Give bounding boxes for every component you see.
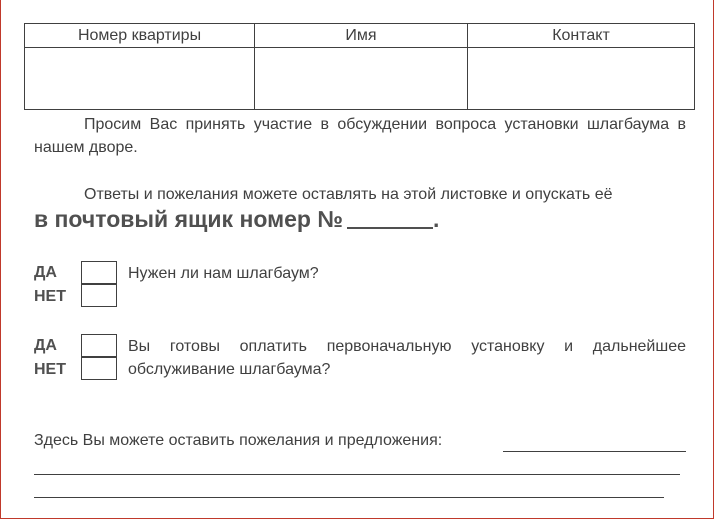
wishes-line-1[interactable] xyxy=(503,450,686,452)
q2-no-label: НЕТ xyxy=(34,361,66,378)
table-row xyxy=(25,48,695,110)
mailbox-text: в почтовый ящик номер № xyxy=(34,206,343,232)
mailbox-line xyxy=(34,206,439,233)
wishes-line-2[interactable] xyxy=(34,473,680,475)
intro-paragraph: Просим Вас принять участие в обсуждении вопроса установки шлагбаума в нашем дворе. xyxy=(34,116,686,156)
apartment-number-cell[interactable] xyxy=(25,48,255,110)
resident-info-table xyxy=(24,23,695,110)
q2-no-checkbox[interactable] xyxy=(81,357,117,380)
table-header-row xyxy=(25,24,695,48)
q1-question-text: Нужен ли нам шлагбаум? xyxy=(128,265,319,282)
q2-yes-label: ДА xyxy=(34,337,57,354)
mailbox-period: . xyxy=(432,206,440,232)
wishes-label: Здесь Вы можете оставить пожелания и предложения: xyxy=(34,432,443,449)
q1-no-checkbox[interactable] xyxy=(81,284,117,307)
mailbox-number-blank[interactable] xyxy=(347,207,433,229)
q1-yes-label: ДА xyxy=(34,264,57,281)
header-apartment-number: Номер квартиры xyxy=(25,24,255,48)
q2-yes-checkbox[interactable] xyxy=(81,334,117,357)
q2-question-text: Вы готовы оплатить первоначальную установку и дальнейшее обслуживание шлагбаума? xyxy=(128,338,686,378)
contact-cell[interactable] xyxy=(468,48,695,110)
name-cell[interactable] xyxy=(255,48,468,110)
wishes-line-3[interactable] xyxy=(34,496,664,498)
q1-yes-checkbox[interactable] xyxy=(81,261,117,284)
instructions-paragraph: Ответы и пожелания можете оставлять на этой листовке и опускать её xyxy=(84,186,613,203)
header-name: Имя xyxy=(255,24,468,48)
q1-no-label: НЕТ xyxy=(34,288,66,305)
header-contact: Контакт xyxy=(468,24,695,48)
